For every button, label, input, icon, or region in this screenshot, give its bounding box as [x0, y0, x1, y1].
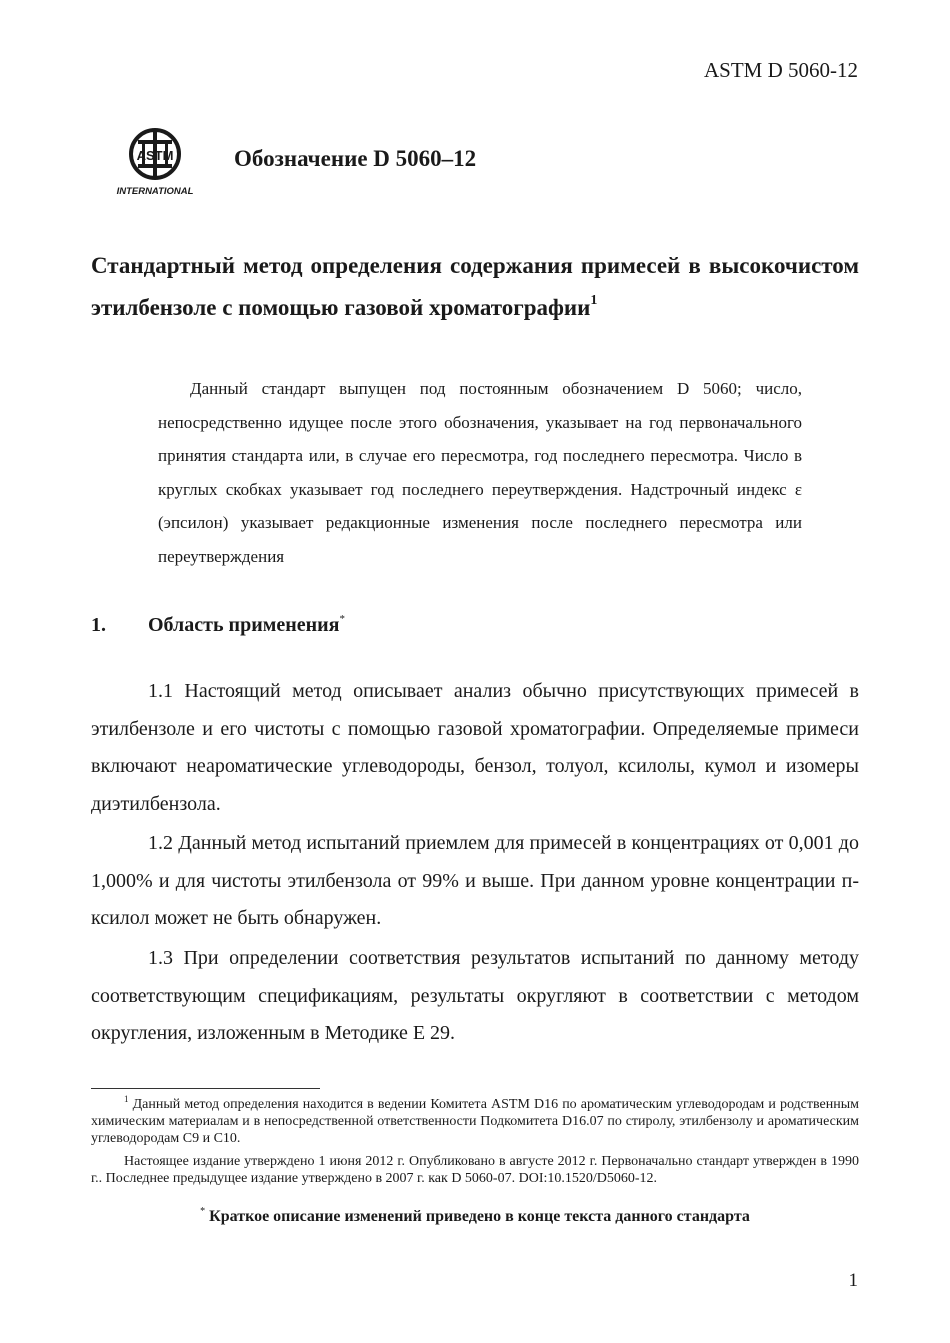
- footnote-divider: [91, 1088, 320, 1089]
- section-number: 1.: [91, 614, 106, 636]
- section-title-text: Область применения: [148, 614, 340, 636]
- footnote-changes-mark: *: [200, 1206, 206, 1217]
- footnote-changes: [91, 1208, 859, 1225]
- designation-heading: Обозначение D 5060–12: [234, 146, 477, 171]
- logo-subtitle: INTERNATIONAL: [116, 186, 194, 197]
- footnote-edition: Настоящее издание утверждено 1 июня 2012 г. Опубликовано в августе 2012 г. Первоначально стандарт утвержден в 1990 г.. Последнее предыдущее издание утверждено в 2007 г. как D 5060-07. DOI:10.1520/D5060-12.: [91, 1154, 859, 1186]
- paragraph-1-1: 1.1 Настоящий метод описывает анализ обычно присутствующих примесей в этилбензоле и его чистоты с помощью газовой хроматографии. Определяемые примеси включают неароматические углеводороды, бензол, толуол, ксилолы, кумол и изомеры диэтилбензола.: [91, 680, 859, 815]
- logo-mark-text: ASTM: [136, 148, 174, 163]
- paragraph-1-2: 1.2 Данный метод испытаний приемлем для примесей в концентрациях от 0,001 до 1,000% и для чистоты этилбензола от 99% и выше. При данном уровне концентрации п-ксилол может не быть обнаружен.: [91, 832, 859, 929]
- footnote-1: [91, 1096, 859, 1147]
- astm-logo: [112, 128, 198, 198]
- footnote-changes-text: Краткое описание изменений приведено в конце текста данного стандарта: [209, 1208, 750, 1225]
- paragraph-1-3: 1.3 При определении соответствия результатов испытаний по данному методу соответствующим спецификациям, результаты округляют в соответствии с методом округления, изложенным в Методике E 29.: [91, 947, 859, 1044]
- page-number: 1: [848, 1270, 858, 1291]
- section-title-mark[interactable]: *: [339, 613, 345, 625]
- footnote-1-text: Данный метод определения находится в ведении Комитета ASTM D16 по ароматическим углеводородам и родственным химическим материалам и в непосредственной ответственности Подкомитета D16.07 по стиролу, этилбензолу и ароматическим углеводородам С9 и С10.: [91, 1097, 860, 1146]
- document-title: [91, 245, 859, 329]
- document-code: ASTM D 5060-12: [703, 58, 858, 82]
- footnote-1-mark: 1: [124, 1094, 129, 1104]
- preface-note: Данный стандарт выпущен под постоянным обозначением D 5060; число, непосредственно идущее после этого обозначения, указывает на год первоначального принятия стандарта или, в случае его пересмотра, год последнего пересмотра. Число в круглых скобках указывает год последнего переутверждения. Надстрочный индекс ε (эпсилон) указывает редакционные изменения после последнего пересмотра или переутверждения: [158, 379, 802, 566]
- title-footnote-ref[interactable]: 1: [590, 293, 598, 308]
- title-text: Стандартный метод определения содержания примесей в высокочистом этилбензоле с помощью газовой хроматографии: [91, 253, 859, 320]
- section-title: [148, 614, 345, 637]
